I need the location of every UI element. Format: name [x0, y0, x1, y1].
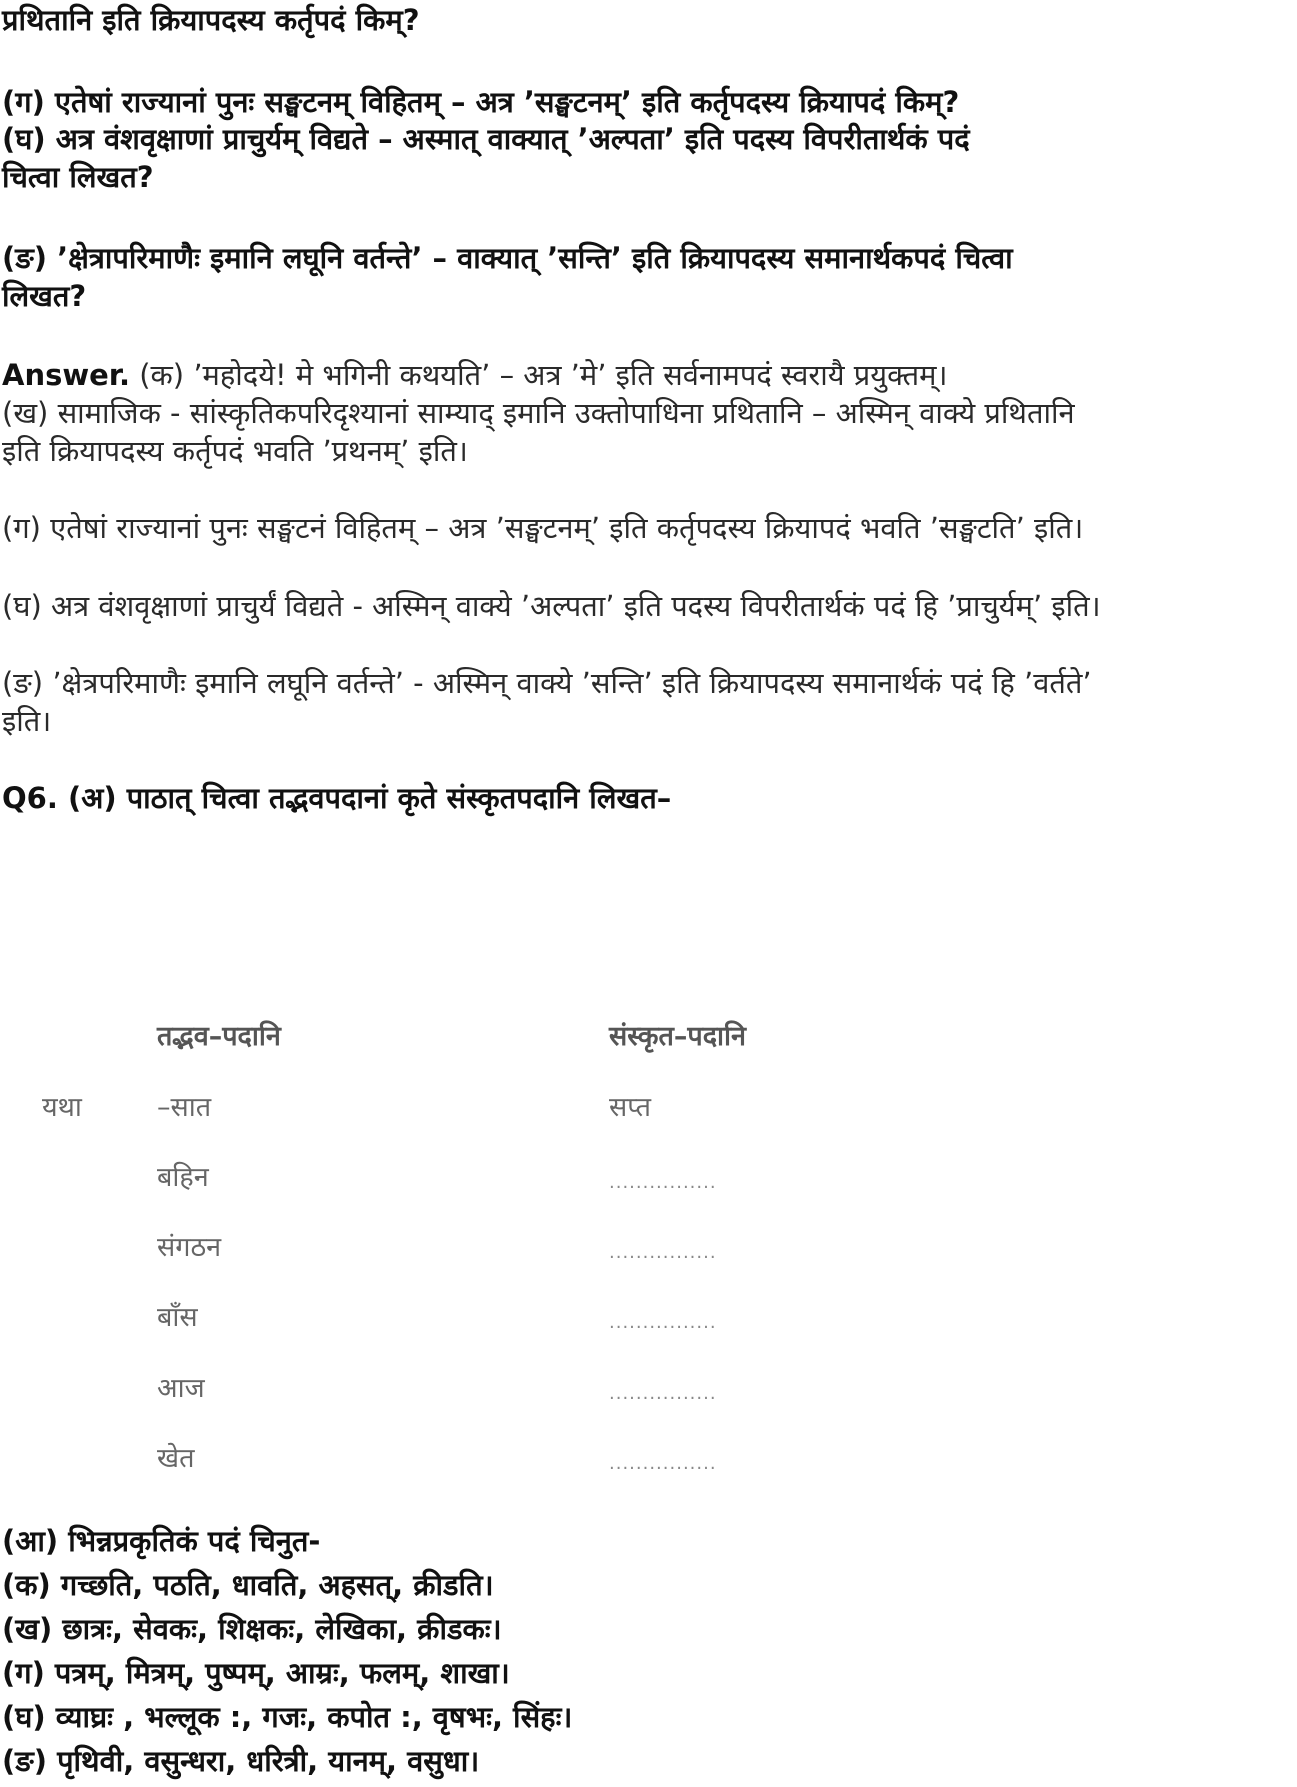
answer-label: Answer. — [2, 358, 130, 392]
table-row-blank: ................ — [609, 1453, 717, 1474]
aa-heading: (आ) भिन्नप्रकृतिकं पदं चिनुत- — [2, 1524, 321, 1558]
option-gha: (घ) व्याघ्रः , भल्लूक :, गजः, कपोत :, वृषभः, सिंहः। — [2, 1700, 573, 1734]
table-row-tadbhava: बहिन — [157, 1162, 209, 1193]
answer-ka — [2, 355, 948, 395]
q6-heading: Q6. (अ) पाठात् चित्वा तद्भवपदानां कृते संस्कृतपदानि लिखत– — [2, 781, 672, 815]
option-nga: (ङ) पृथिवी, वसुन्धरा, धरित्री, यानम्, वसुधा। — [2, 1744, 480, 1778]
table-row-tadbhava: खेत — [157, 1443, 195, 1474]
table-row-blank: ................ — [609, 1383, 717, 1404]
answer-ga: (ग) एतेषां राज्यानां पुनः सङ्घटनं विहितम् – अत्र ’सङ्घटनम्’ इति कर्तृपदस्य क्रियापदं भवति ’सङ्घटति’ इति। — [2, 511, 1084, 545]
question-ga: (ग) एतेषां राज्यानां पुनः सङ्घटनम् विहितम् – अत्र ’सङ्घटनम्’ इति कर्तृपदस्य क्रियापदं किम्? — [2, 85, 960, 119]
table-header-tadbhava: तद्भव–पदानि — [157, 1021, 281, 1052]
answer-nga-line-1: (ङ) ’क्षेत्रपरिमाणैः इमानि लघूनि वर्तन्ते’ - अस्मिन् वाक्ये ’सन्ति’ इति क्रियापदस्य समानार्थकं पदं हि ’वर्तते’ — [2, 666, 1092, 700]
answer-gha: (घ) अत्र वंशवृक्षाणां प्राचुर्यं विद्यते - अस्मिन् वाक्ये ’अल्पता’ इति पदस्य विपरीतार्थकं पदं हि ’प्राचुर्यम्’ इति। — [2, 589, 1101, 623]
question-nga-line-2: लिखत? — [2, 279, 87, 313]
table-row-tadbhava: आज — [157, 1373, 205, 1404]
answer-kha-line-1: (ख) सामाजिक - सांस्कृतिकपरिदृश्यानां साम्याद् इमानि उक्तोपाधिना प्रथितानि – अस्मिन् वाक्ये प्रथितानि — [2, 396, 1075, 430]
table-header-sanskrit: संस्कृत–पदानि — [609, 1021, 747, 1052]
table-row-blank: ................ — [609, 1312, 717, 1333]
table-row-tadbhava: बाँस — [157, 1302, 198, 1333]
question-nga-line-1: (ङ) ’क्षेत्रापरिमाणैः इमानि लघूनि वर्तन्ते’ – वाक्यात् ’सन्ति’ इति क्रियापदस्य समानार्थकपदं चित्वा — [2, 241, 1013, 275]
question-gha-line-2: चित्वा लिखत? — [2, 160, 154, 194]
question-line-1: प्रथितानि इति क्रियापदस्य कर्तृपदं किम्? — [2, 3, 420, 37]
option-kha: (ख) छात्रः, सेवकः, शिक्षकः, लेखिका, क्रीडकः। — [2, 1612, 502, 1646]
answer-ka-text: (क) ’महोदये! मे भगिनी कथयति’ – अत्र ’मे’ इति सर्वनामपदं स्वरायै प्रयुक्तम्। — [130, 358, 948, 392]
table-row-tadbhava: –सात — [157, 1092, 212, 1123]
option-ga: (ग) पत्रम्, मित्रम्, पुष्पम्, आम्रः, फलम्, शाखा। — [2, 1656, 510, 1690]
table-row-blank: ................ — [609, 1172, 717, 1193]
answer-kha-line-2: इति क्रियापदस्य कर्तृपदं भवति ’प्रथनम्’ इति। — [2, 434, 468, 468]
table-row-sanskrit: सप्त — [609, 1092, 651, 1123]
answer-nga-line-2: इति। — [2, 704, 52, 738]
table-row-tadbhava: संगठन — [157, 1232, 222, 1263]
question-gha-line-1: (घ) अत्र वंशवृक्षाणां प्राचुर्यम् विद्यते – अस्मात् वाक्यात् ’अल्पता’ इति पदस्य विपरीतार्थकं पदं — [2, 122, 970, 156]
table-row-blank: ................ — [609, 1242, 717, 1263]
table-yatha-label: यथा — [42, 1092, 82, 1123]
option-ka: (क) गच्छति, पठति, धावति, अहसत्, क्रीडति। — [2, 1568, 494, 1602]
